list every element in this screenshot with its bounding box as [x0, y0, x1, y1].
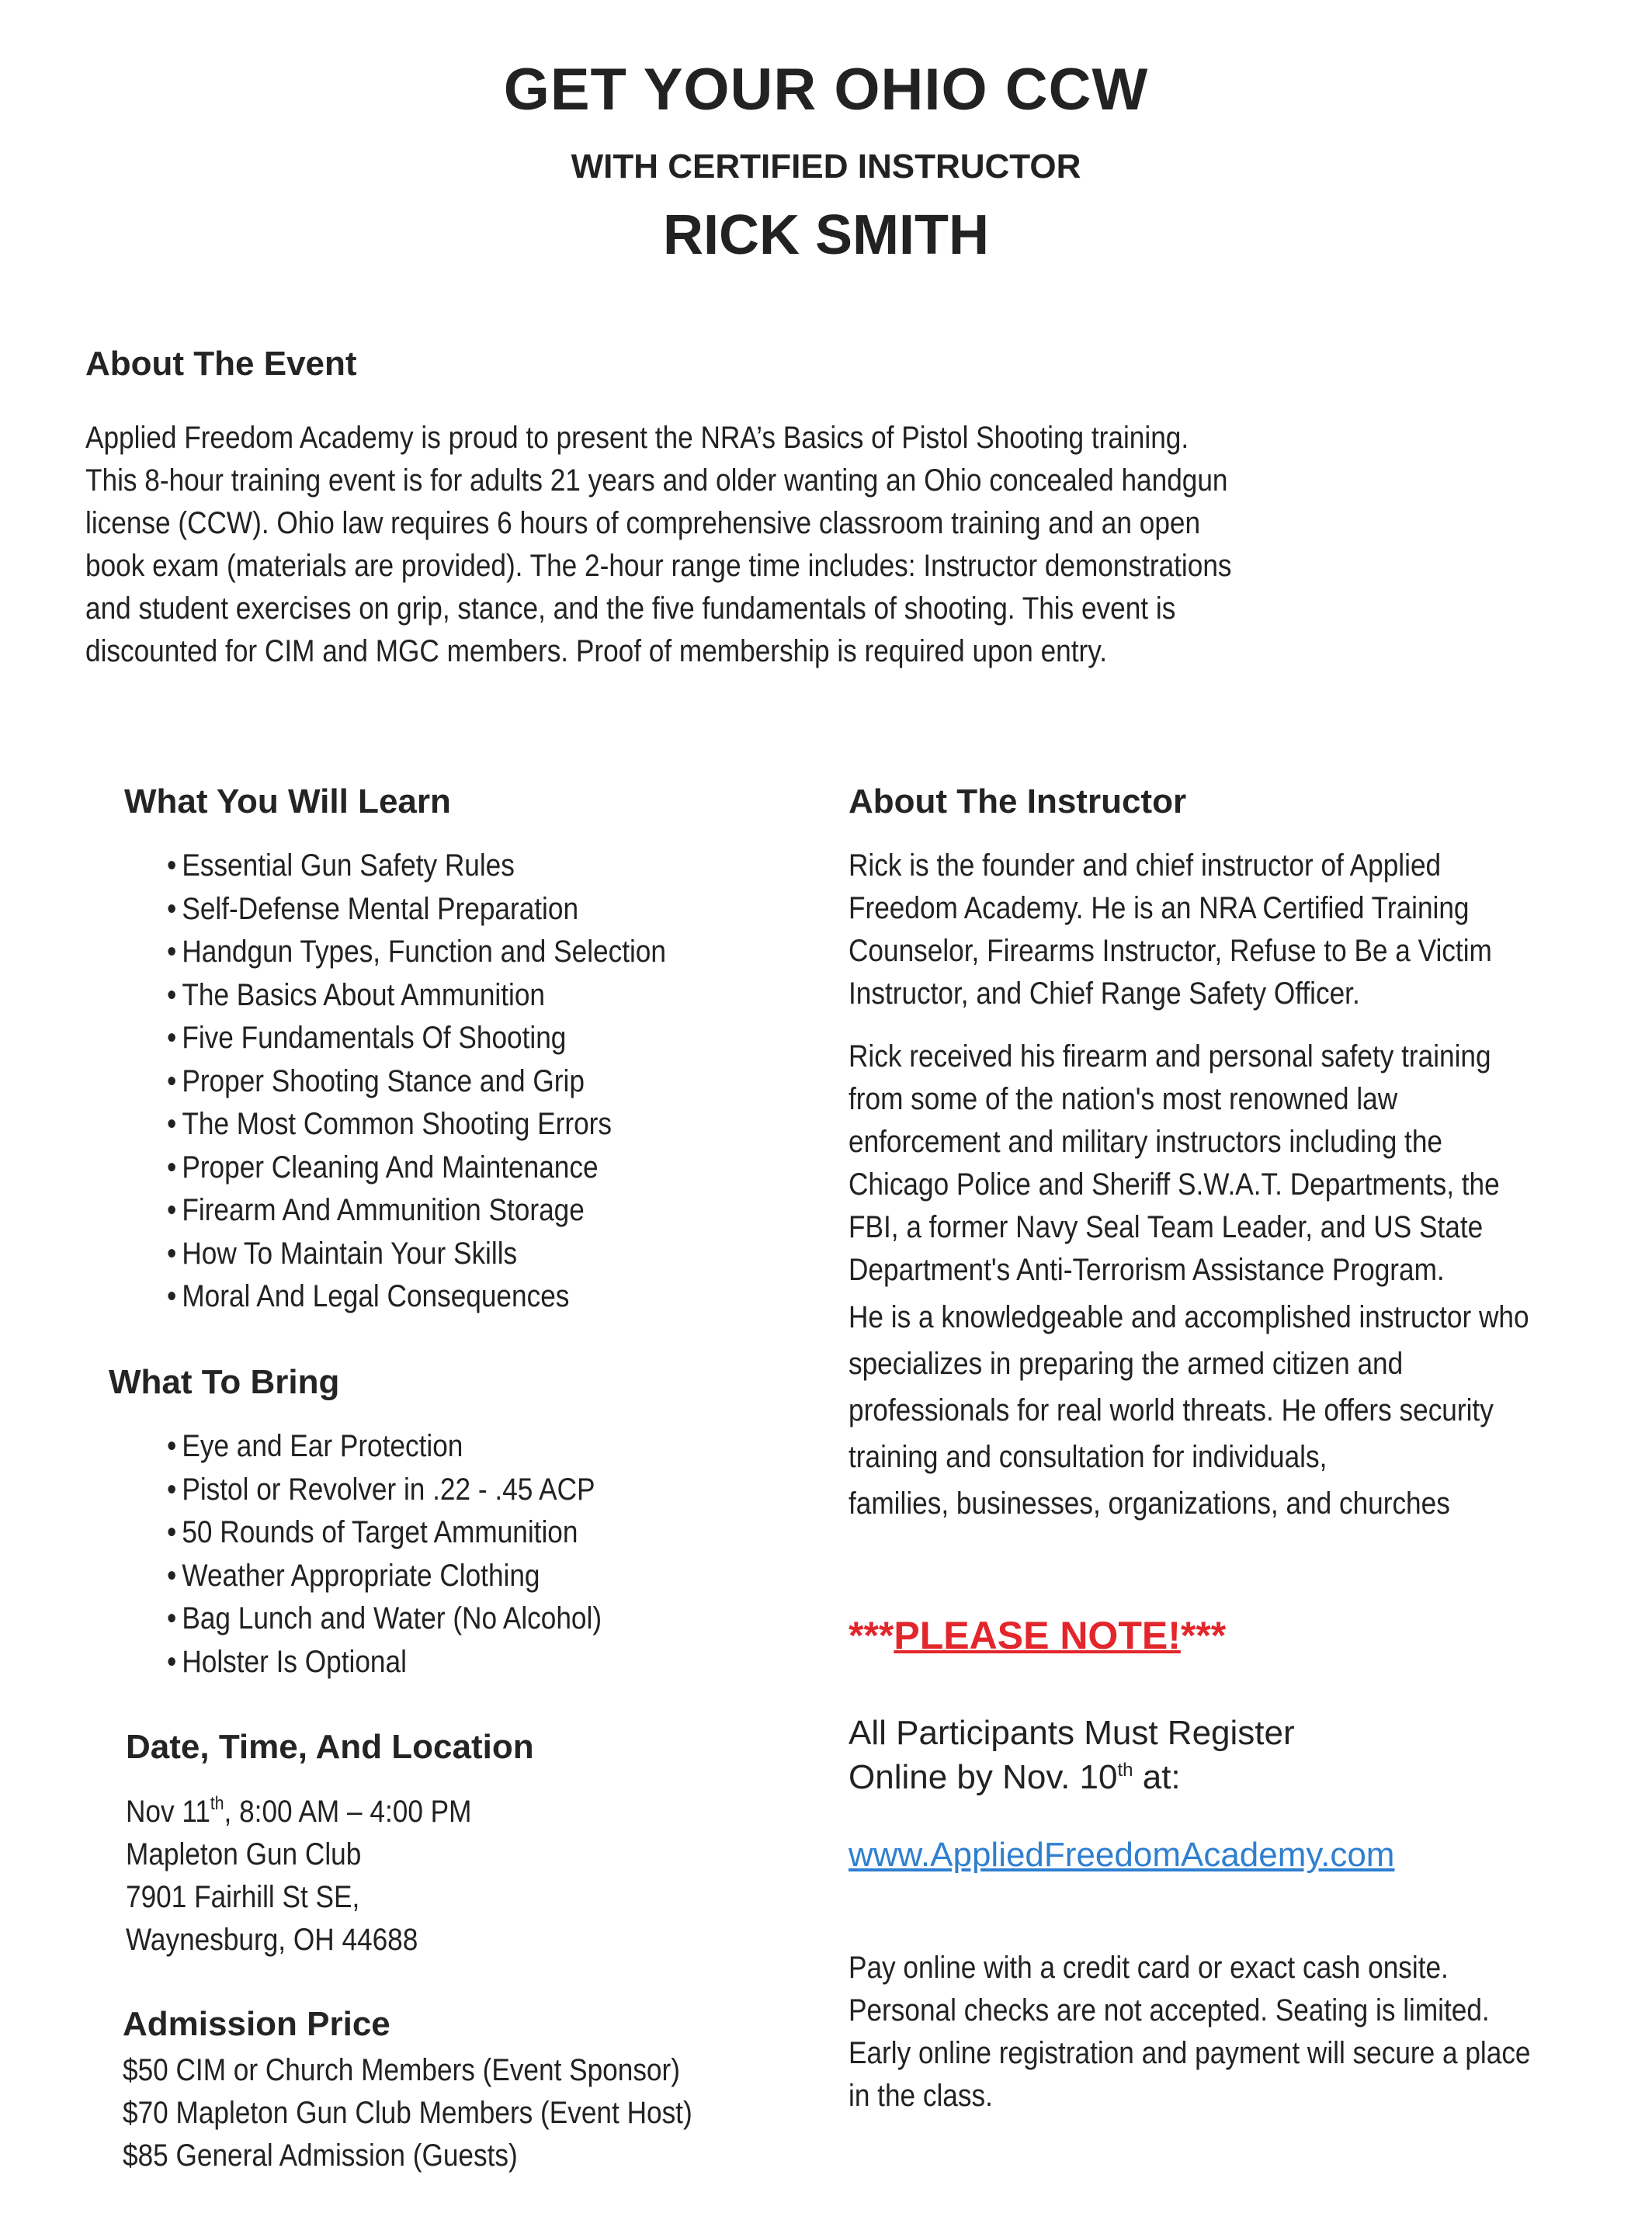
- list-item: • The Most Common Shooting Errors: [167, 1103, 666, 1146]
- list-item: • Eye and Ear Protection: [167, 1425, 602, 1469]
- payment-line: Personal checks are not accepted. Seating is limited.: [849, 1993, 1490, 2027]
- about-event-heading: About The Event: [85, 345, 357, 383]
- register-line-1: All Participants Must Register: [849, 1714, 1295, 1752]
- deadline-ordinal: th: [1117, 1760, 1133, 1781]
- list-item: • Moral And Legal Consequences: [167, 1275, 666, 1319]
- list-item: • Pistol or Revolver in .22 - .45 ACP: [167, 1469, 602, 1512]
- payment-paragraph: [849, 1947, 1531, 2118]
- instructor-line: Chicago Police and Sheriff S.W.A.T. Departments, the: [849, 1167, 1500, 1202]
- registration-deadline: [849, 1711, 1295, 1799]
- flyer-subtitle: WITH CERTIFIED INSTRUCTOR: [571, 147, 1081, 186]
- instructor-line: Rick is the founder and chief instructor of Applied: [849, 848, 1442, 883]
- instructor-line: Rick received his firearm and personal safety training: [849, 1039, 1491, 1074]
- note-stars-left: ***: [849, 1614, 894, 1657]
- venue-street: 7901 Fairhill St SE,: [126, 1880, 360, 1914]
- list-item: • Proper Shooting Stance and Grip: [167, 1060, 666, 1104]
- list-item: • Five Fundamentals Of Shooting: [167, 1017, 666, 1060]
- instructor-line: professionals for real world threats. He offers security: [849, 1393, 1494, 1427]
- list-item: • Bag Lunch and Water (No Alcohol): [167, 1597, 602, 1641]
- instructor-line: Department's Anti-Terrorism Assistance Program.: [849, 1253, 1445, 1287]
- instructor-line: from some of the nation's most renowned law: [849, 1082, 1398, 1116]
- bring-list: [167, 1425, 602, 1684]
- instructor-line: specializes in preparing the armed citizen and: [849, 1347, 1404, 1381]
- about-event-line: license (CCW). Ohio law requires 6 hours of comprehensive classroom training and an open: [85, 506, 1201, 540]
- list-item: • Holster Is Optional: [167, 1641, 602, 1684]
- instructor-paragraph-3: [849, 1294, 1529, 1527]
- instructor-line: Counselor, Firearms Instructor, Refuse to Be a Victim: [849, 934, 1492, 968]
- price-list: [123, 2049, 692, 2177]
- list-item: • Firearm And Ammunition Storage: [167, 1189, 666, 1233]
- list-item: • Proper Cleaning And Maintenance: [167, 1146, 666, 1190]
- register-line-2: [849, 1755, 1295, 1799]
- price-line: $85 General Admission (Guests): [123, 2138, 518, 2173]
- venue-name: Mapleton Gun Club: [126, 1837, 362, 1871]
- about-event-line: This 8-hour training event is for adults 21 years and older wanting an Ohio concealed handgun: [85, 463, 1228, 498]
- instructor-line: He is a knowledgeable and accomplished instructor who: [849, 1300, 1529, 1334]
- instructor-line: families, businesses, organizations, and churches: [849, 1486, 1450, 1521]
- instructor-paragraph-2: [849, 1035, 1500, 1292]
- list-item: • Self-Defense Mental Preparation: [167, 888, 666, 931]
- about-event-line: book exam (materials are provided). The 2-hour range time includes: Instructor demonstrations: [85, 549, 1232, 583]
- venue-city: Waynesburg, OH 44688: [126, 1923, 418, 1957]
- about-event-line: Applied Freedom Academy is proud to present the NRA’s Basics of Pistol Shooting training.: [85, 421, 1189, 455]
- date: Nov 11: [126, 1795, 210, 1829]
- time-range: , 8:00 AM – 4:00 PM: [224, 1795, 472, 1829]
- instructor-line: Instructor, and Chief Range Safety Officer.: [849, 976, 1360, 1011]
- list-item: • How To Maintain Your Skills: [167, 1233, 666, 1276]
- price-heading: Admission Price: [123, 2005, 390, 2043]
- list-item: • Handgun Types, Function and Selection: [167, 931, 666, 974]
- about-event-line: and student exercises on grip, stance, and the five fundamentals of shooting. This event is: [85, 591, 1176, 626]
- price-line: $50 CIM or Church Members (Event Sponsor): [123, 2053, 680, 2087]
- list-item: • Essential Gun Safety Rules: [167, 845, 666, 888]
- datetime-heading: Date, Time, And Location: [126, 1728, 534, 1766]
- instructor-heading: About The Instructor: [849, 782, 1187, 820]
- instructor-name-heading: RICK SMITH: [663, 204, 989, 266]
- date-time-line: [126, 1791, 471, 1833]
- payment-line: Pay online with a credit card or exact cash onsite.: [849, 1951, 1449, 1985]
- note-stars-right: ***: [1180, 1614, 1227, 1657]
- register-at-text: at:: [1133, 1758, 1181, 1796]
- instructor-line: training and consultation for individuals,: [849, 1440, 1328, 1474]
- list-item: • 50 Rounds of Target Ammunition: [167, 1511, 602, 1555]
- bring-heading: What To Bring: [109, 1363, 340, 1401]
- register-deadline-text: Online by Nov. 10: [849, 1758, 1118, 1796]
- instructor-paragraph-1: [849, 845, 1492, 1015]
- about-event-line: discounted for CIM and MGC members. Proof of membership is required upon entry.: [85, 634, 1107, 668]
- date-ordinal: th: [210, 1793, 224, 1814]
- please-note-callout: [849, 1613, 1226, 1658]
- list-item: • Weather Appropriate Clothing: [167, 1555, 602, 1598]
- instructor-line: enforcement and military instructors including the: [849, 1125, 1442, 1159]
- list-item: • The Basics About Ammunition: [167, 974, 666, 1018]
- flyer-title: GET YOUR OHIO CCW: [503, 57, 1149, 123]
- payment-line: in the class.: [849, 2079, 993, 2113]
- price-line: $70 Mapleton Gun Club Members (Event Host): [123, 2096, 692, 2130]
- instructor-line: FBI, a former Navy Seal Team Leader, and US State: [849, 1210, 1484, 1244]
- learn-heading: What You Will Learn: [124, 782, 451, 820]
- instructor-line: Freedom Academy. He is an NRA Certified Training: [849, 891, 1470, 925]
- about-event-paragraph: [85, 417, 1232, 673]
- learn-list: [167, 845, 666, 1319]
- payment-line: Early online registration and payment will secure a place: [849, 2036, 1531, 2070]
- please-note-label: PLEASE NOTE!: [894, 1614, 1181, 1657]
- website-link[interactable]: www.AppliedFreedomAcademy.com: [849, 1836, 1395, 1874]
- datetime-block: [126, 1791, 471, 1962]
